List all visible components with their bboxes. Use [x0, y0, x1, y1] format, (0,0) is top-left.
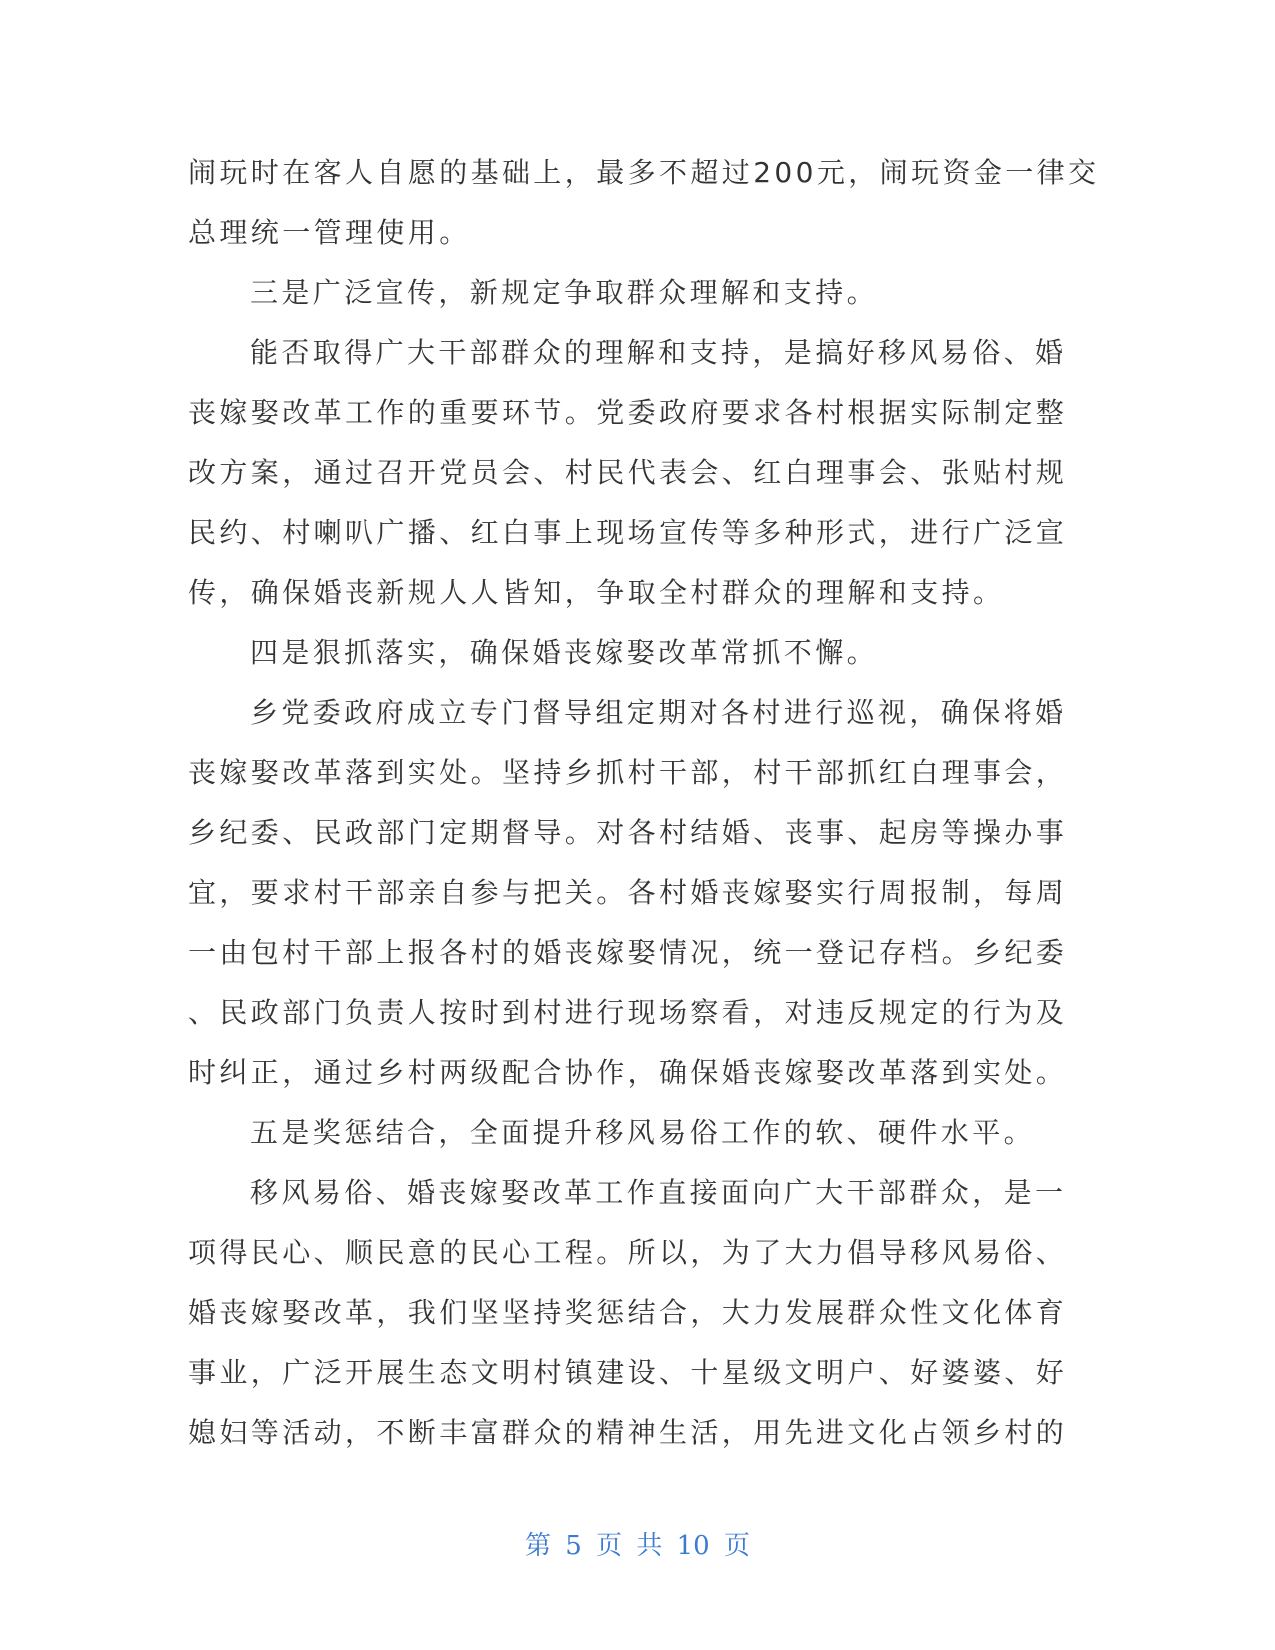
text-line: 传，确保婚丧新规人人皆知，争取全村群众的理解和支持。	[188, 576, 1005, 609]
text-line: 乡纪委、民政部门定期督导。对各村结婚、丧事、起房等操办事	[188, 816, 1068, 849]
page-number-footer: 第 5 页 共 10 页	[525, 1531, 750, 1561]
text-line: 闹玩时在客人自愿的基础上，最多不超过200元，闹玩资金一律交	[188, 156, 1100, 189]
text-line: 婚丧嫁娶改革，我们坚坚持奖惩结合，大力发展群众性文化体育	[188, 1296, 1068, 1329]
text-line: 改方案，通过召开党员会、村民代表会、红白理事会、张贴村规	[188, 456, 1068, 489]
text-line: 事业，广泛开展生态文明村镇建设、十星级文明户、好婆婆、好	[188, 1356, 1068, 1389]
section-heading: 四是狠抓落实，确保婚丧嫁娶改革常抓不懈。	[250, 636, 879, 669]
text-line: 丧嫁娶改革工作的重要环节。党委政府要求各村根据实际制定整	[188, 396, 1068, 429]
text-line: 总理统一管理使用。	[188, 216, 471, 249]
document-body	[188, 143, 1100, 1463]
text-line: 媳妇等活动，不断丰富群众的精神生活，用先进文化占领乡村的	[188, 1416, 1068, 1449]
text-line: 能否取得广大干部群众的理解和支持，是搞好移风易俗、婚	[250, 336, 1067, 369]
text-line: 项得民心、顺民意的民心工程。所以，为了大力倡导移风易俗、	[188, 1236, 1068, 1269]
text-line: 丧嫁娶改革落到实处。坚持乡抓村干部，村干部抓红白理事会，	[188, 756, 1068, 789]
section-heading: 五是奖惩结合，全面提升移风易俗工作的软、硬件水平。	[250, 1116, 1036, 1149]
text-line: 、民政部门负责人按时到村进行现场察看，对违反规定的行为及	[188, 996, 1068, 1029]
text-line: 乡党委政府成立专门督导组定期对各村进行巡视，确保将婚	[250, 696, 1067, 729]
text-line: 宜，要求村干部亲自参与把关。各村婚丧嫁娶实行周报制，每周	[188, 876, 1068, 909]
text-line: 时纠正，通过乡村两级配合协作，确保婚丧嫁娶改革落到实处。	[188, 1056, 1068, 1089]
text-line: 民约、村喇叭广播、红白事上现场宣传等多种形式，进行广泛宣	[188, 516, 1068, 549]
text-line: 移风易俗、婚丧嫁娶改革工作直接面向广大干部群众，是一	[250, 1176, 1067, 1209]
text-line: 一由包村干部上报各村的婚丧嫁娶情况，统一登记存档。乡纪委	[188, 936, 1068, 969]
section-heading: 三是广泛宣传，新规定争取群众理解和支持。	[250, 276, 879, 309]
